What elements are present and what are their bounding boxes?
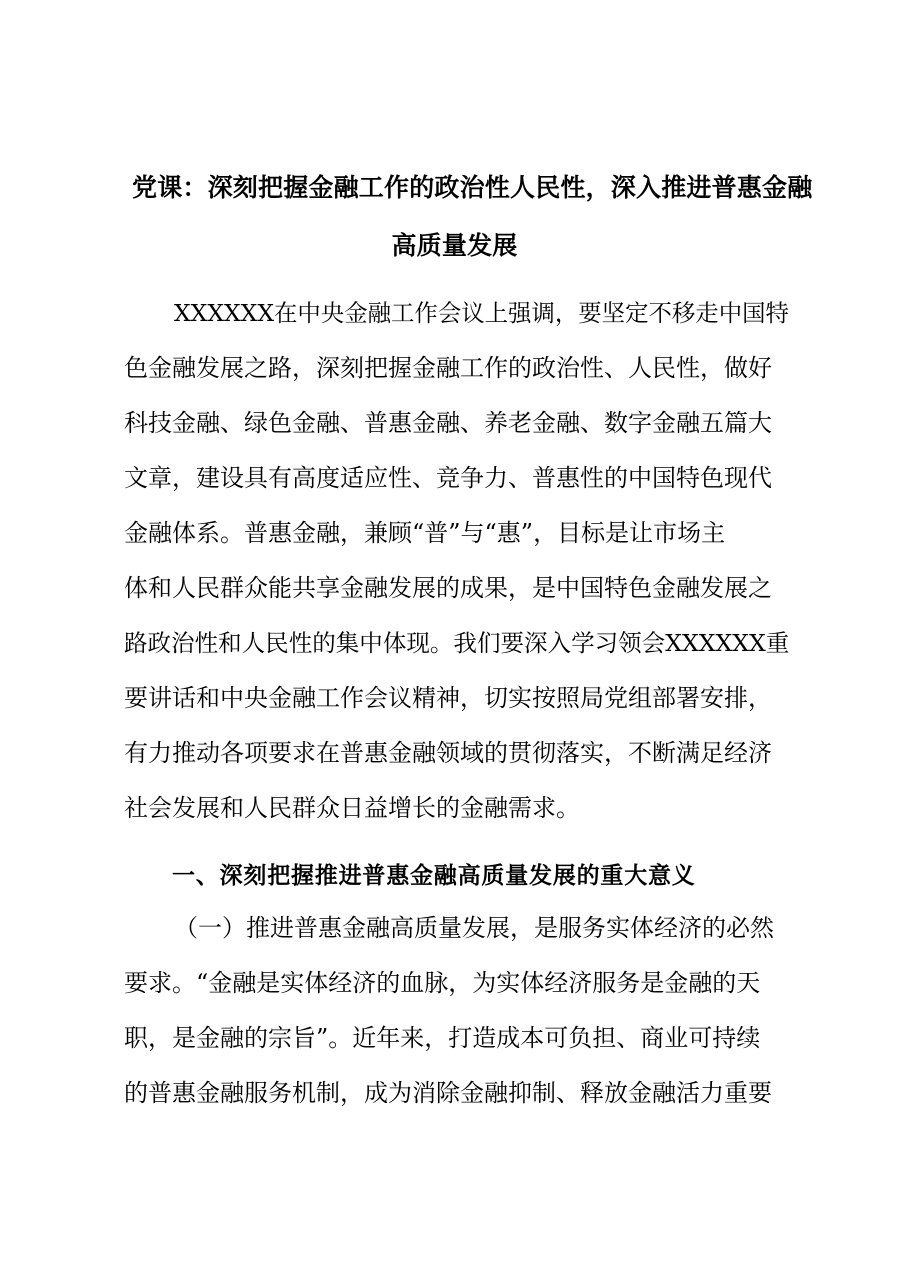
intro-line-6: 体和人民群众能共享金融发展的成果，是中国特色金融发展之 (124, 574, 772, 602)
intro-line-1: XXXXXX在中央金融工作会议上强调，要坚定不移走中国特 (174, 299, 789, 327)
subsection-line-2: 要求。“金融是实体经济的血脉，为实体经济服务是金融的天 (124, 969, 761, 997)
intro-line-7: 路政治性和人民性的集中体现。我们要深入学习领会XXXXXX重 (124, 629, 790, 657)
intro-line-5: 金融体系。普惠金融，兼顾“普”与“惠”，目标是让市场主 (124, 519, 726, 547)
intro-line-4: 文章，建设具有高度适应性、竞争力、普惠性的中国特色现代 (124, 464, 772, 492)
intro-line-8: 要讲话和中央金融工作会议精神，切实按照局党组部署安排， (124, 684, 772, 712)
intro-line-9: 有力推动各项要求在普惠金融领域的贯彻落实，不断满足经济 (124, 739, 772, 767)
section-heading-1: 一、深刻把握推进普惠金融高质量发展的重大意义 (172, 863, 696, 889)
subsection-line-4: 的普惠金融服务机制，成为消除金融抑制、释放金融活力重要 (124, 1079, 772, 1107)
intro-line-10: 社会发展和人民群众日益增长的金融需求。 (124, 794, 580, 822)
subsection-line-3: 职，是金融的宗旨”。近年来，打造成本可负担、商业可持续 (124, 1024, 761, 1052)
intro-line-2: 色金融发展之路，深刻把握金融工作的政治性、人民性，做好 (124, 354, 772, 382)
document-title-line-1: 党课：深刻把握金融工作的政治性人民性，深入推进普惠金融 (132, 173, 813, 202)
intro-line-3: 科技金融、绿色金融、普惠金融、养老金融、数字金融五篇大 (124, 409, 772, 437)
subsection-line-1: （一）推进普惠金融高质量发展，是服务实体经济的必然 (174, 914, 774, 942)
document-title-line-2: 高质量发展 (391, 231, 518, 260)
